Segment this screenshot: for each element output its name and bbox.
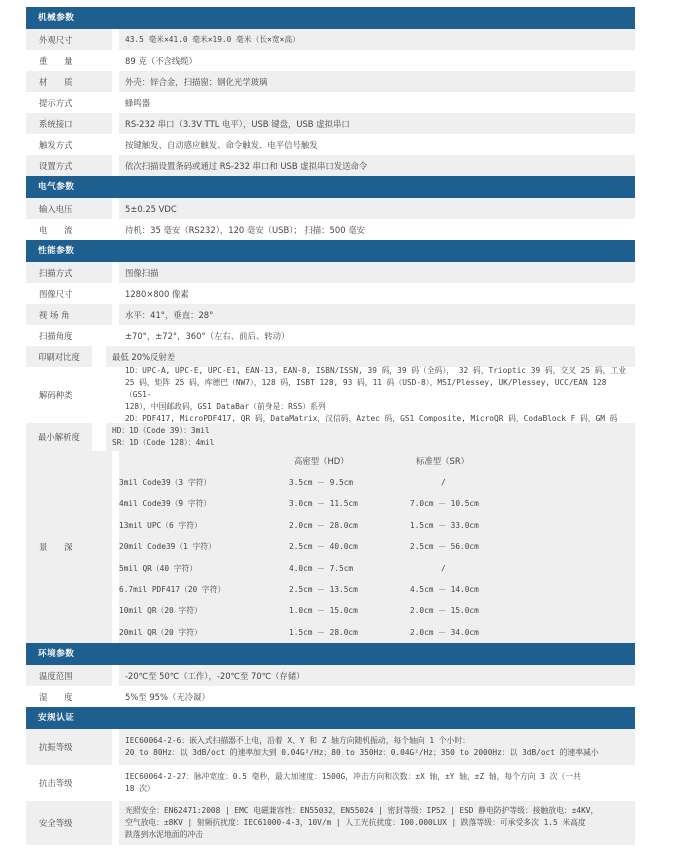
row-value: RS-232 串口（3.3V TTL 电平），USB 键盘，USB 虚拟串口 <box>119 113 635 134</box>
spec-row <box>26 71 635 92</box>
row-label: 系统接口 <box>26 113 112 134</box>
row-label: 材 质 <box>26 71 112 92</box>
spec-sheet <box>26 7 635 845</box>
spec-row <box>26 155 635 176</box>
row-label: 提示方式 <box>26 92 112 113</box>
row-value: 5±0.25 VDC <box>119 198 635 219</box>
row-label: 设置方式 <box>26 155 112 176</box>
spec-row <box>26 219 635 240</box>
spec-row <box>26 325 635 346</box>
sr-range: 4.5cm － 14.0cm <box>410 585 479 594</box>
depth-table <box>119 451 635 643</box>
sr-range: 2.0cm － 34.0cm <box>410 627 479 637</box>
value-line: 跌落到水泥地面的冲击 <box>125 830 203 839</box>
hd-range: 2.0cm － 28.0cm <box>289 520 358 530</box>
row-value: 图像扫描 <box>119 262 635 283</box>
section-header-performance: 性能参数 <box>26 240 635 262</box>
value-line: 20 to 80Hz：以 3dB/oct 的速率加大到 0.04G²/Hz；80 to 350Hz：0.04G²/Hz；350 to 2000Hz：以 3dB/oct 的速率减小 <box>125 748 599 757</box>
value-line: IEC60064-2-6：嵌入式扫描器不上电，沿着 X、Y 和 Z 轴方向随机振动，每个轴向 1 个小时： <box>125 736 470 745</box>
row-label: 输入电压 <box>26 198 112 219</box>
spec-row <box>26 198 635 219</box>
spec-row <box>26 283 635 304</box>
row-label: 抗振等级 <box>26 729 112 765</box>
row-value: 水平：41°，垂直：28° <box>119 304 635 325</box>
row-label: 触发方式 <box>26 134 112 155</box>
row-value: ±70°，±72°，360°（左右、前后、转动） <box>119 325 635 346</box>
barcode-type: 13mil UPC（6 字符） <box>119 520 202 530</box>
row-value: 5%至 95%（无冷凝） <box>119 686 635 707</box>
column-header-hd: 高密型（HD） <box>294 456 349 466</box>
row-label: 扫描角度 <box>26 325 112 346</box>
sr-range: / <box>441 478 446 487</box>
spec-row <box>26 134 635 155</box>
spec-row <box>26 346 635 367</box>
row-label: 景 深 <box>26 451 112 643</box>
spec-row <box>26 423 635 451</box>
depth-row <box>119 515 635 536</box>
spec-row <box>26 262 635 283</box>
spec-row <box>26 113 635 134</box>
value-line: 空气放电：±8KV | 射频抗扰度：IEC61000-4-3，10V/m | 人工光抗扰度：100.000LUX | 跌落等级：可承受多次 1.5 米高度 <box>125 818 586 827</box>
depth-row <box>119 600 635 621</box>
depth-of-field-block <box>26 451 635 643</box>
spec-row <box>26 665 635 686</box>
sr-range: 1.5cm － 33.0cm <box>410 520 479 530</box>
row-value: 43.5 毫米×41.0 毫米×19.0 毫米（长×宽×高） <box>119 29 635 50</box>
column-header-sr: 标准型（SR） <box>416 456 470 466</box>
row-value: 按键触发、自动感应触发、命令触发、电平信号触发 <box>119 134 635 155</box>
depth-row <box>119 472 635 493</box>
hd-range: 3.0cm － 11.5cm <box>289 499 358 509</box>
section-header-mechanical: 机械参数 <box>26 7 635 29</box>
section-header-safety: 安规认证 <box>26 707 635 729</box>
spec-row <box>26 729 635 765</box>
spec-row <box>26 765 635 801</box>
depth-row <box>119 493 635 514</box>
value-line: 光照安全：EN62471:2008 | EMC 电磁兼容性：EN55032，EN55024 | 密封等级：IP52 | ESD 静电防护等级：接触放电：±4KV， <box>125 806 599 815</box>
row-label: 安全等级 <box>26 801 112 845</box>
hd-range: 3.5cm － 9.5cm <box>289 478 354 487</box>
depth-row <box>119 622 635 643</box>
section-header-electrical: 电气参数 <box>26 176 635 198</box>
sr-range: 2.5cm － 56.0cm <box>410 542 479 552</box>
value-line: 25 码，矩阵 25 码，库德巴（NW7），128 码，ISBT 128, 93 码，11 码（USD-8），MSI/Plessey, UK/Plessey, UCC/EAN 128（GS1- <box>125 378 607 399</box>
spec-row <box>26 304 635 325</box>
value-line: 18 次） <box>125 784 155 793</box>
row-label: 温度范围 <box>26 665 112 686</box>
row-label: 最小解析度 <box>26 423 92 451</box>
depth-header <box>119 451 635 472</box>
row-label: 外观尺寸 <box>26 29 112 50</box>
row-value <box>119 367 635 423</box>
spec-row <box>26 801 635 845</box>
hd-range: 1.5cm － 28.0cm <box>289 627 358 637</box>
barcode-type: 5mil QR（40 字符） <box>119 563 198 573</box>
row-value <box>106 423 635 451</box>
row-value <box>119 801 635 845</box>
value-line: 2D：PDF417, MicroPDF417, QR 码，DataMatrix，汉信码，Aztec 码，GS1 Composite, MicroQR 码，CodaBlock F 码，GM 码 <box>125 414 618 423</box>
row-label: 重 量 <box>26 50 112 71</box>
row-value <box>119 765 635 801</box>
row-value: 待机：35 毫安（RS232），120 毫安（USB）； 扫描：500 毫安 <box>119 219 635 240</box>
value-line: HD：1D（Code 39）：3mil <box>112 426 210 435</box>
hd-range: 2.5cm － 13.5cm <box>289 585 358 594</box>
sr-range: / <box>441 563 446 573</box>
row-value: 89 克（不含线缆） <box>119 50 635 71</box>
row-label: 视 场 角 <box>26 304 112 325</box>
spec-row <box>26 92 635 113</box>
value-line: SR：1D（Code 128）：4mil <box>112 438 215 447</box>
depth-row <box>119 579 635 600</box>
row-label: 印刷对比度 <box>26 346 92 367</box>
barcode-type: 20mil Code39（1 字符） <box>119 542 216 552</box>
value-line: IEC60064-2-27：脉冲宽度：0.5 毫秒，最大加速度：1500G，冲击方向和次数：±X 轴，±Y 轴，±Z 轴，每个方向 3 次（一共 <box>125 772 581 781</box>
spec-row <box>26 29 635 50</box>
spec-row <box>26 367 635 423</box>
row-label: 抗击等级 <box>26 765 112 801</box>
spec-row <box>26 50 635 71</box>
row-label: 扫描方式 <box>26 262 112 283</box>
spec-row <box>26 686 635 707</box>
sr-range: 2.0cm － 15.0cm <box>410 606 479 616</box>
depth-row <box>119 536 635 557</box>
row-value: 最低 20%反射差 <box>106 346 635 367</box>
row-value: 外壳：锌合金，扫描窗：钢化光学玻璃 <box>119 71 635 92</box>
sr-range: 7.0cm － 10.5cm <box>410 499 479 509</box>
barcode-type: 10mil QR（20 字符） <box>119 606 202 616</box>
barcode-type: 20mil QR（20 字符） <box>119 627 202 637</box>
row-label: 图像尺寸 <box>26 283 112 304</box>
barcode-type: 3mil Code39（3 字符） <box>119 478 212 487</box>
depth-row <box>119 558 635 579</box>
row-value: 依次扫描设置条码或通过 RS-232 串口和 USB 虚拟串口发送命令 <box>119 155 635 176</box>
barcode-type: 6.7mil PDF417（20 字符） <box>119 585 226 594</box>
row-label: 湿 度 <box>26 686 112 707</box>
value-line: 128），中国邮政码，GS1 DataBar（前身是：RSS）系列 <box>125 402 326 411</box>
row-value: 1280×800 像素 <box>119 283 635 304</box>
row-value: 蜂鸣器 <box>119 92 635 113</box>
row-label: 电 流 <box>26 219 112 240</box>
hd-range: 2.5cm － 40.0cm <box>289 542 358 552</box>
row-label: 解码种类 <box>26 367 112 423</box>
row-value: -20℃至 50℃（工作），-20℃至 70℃（存储） <box>119 665 635 686</box>
row-value <box>119 729 635 765</box>
value-line: 1D：UPC-A, UPC-E, UPC-E1, EAN-13, EAN-8, ISBN/ISSN, 39 码，39 码（全码）， 32 码，Trioptic 39 码，交叉 25 码，工业 <box>125 366 626 375</box>
barcode-type: 4mil Code39（9 字符） <box>119 499 212 509</box>
section-header-environment: 环境参数 <box>26 643 635 665</box>
hd-range: 1.0cm － 15.0cm <box>289 606 358 616</box>
hd-range: 4.0cm － 7.5cm <box>289 563 354 573</box>
